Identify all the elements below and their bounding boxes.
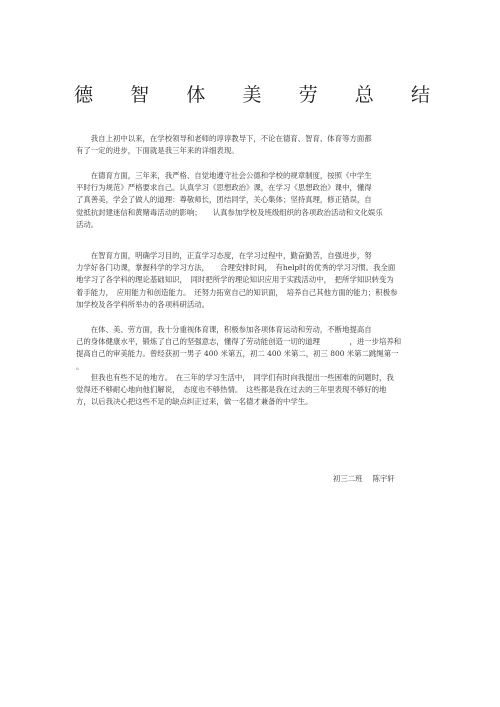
paragraph-moral — [76, 170, 426, 231]
signature-class: 初三二班 — [333, 474, 363, 483]
paragraph-line: 提高自己的审美能力。曾经获初一男子 400 米第五，初二 400 米第二，初三 800 米第二跳绳第一 — [76, 349, 399, 359]
paragraph-line: 活动。 — [76, 219, 99, 229]
paragraph-line: 在德育方面，三年来，我严格、自觉地遵守社会公德和学校的规章制度，按照《中学生 — [76, 171, 372, 180]
signature — [333, 473, 395, 484]
paragraph-line: 有了一定的进步，下面就是我三年来的详细表现。 — [76, 146, 239, 156]
title-char: 智 — [130, 84, 150, 106]
paragraph-line: 在智育方面，明确学习目的，正直学习态度，在学习过程中，勤奋勤苦，自强进步，努 — [76, 251, 372, 260]
paragraph-line: 了真善美，学会了做人的道理：尊敬师长，团结同学，关心集体；坚持真理，修正错误，自 — [76, 195, 372, 205]
paragraph-line: 但我也有些不足的地方。 在三年的学习生活中， 同学们有时向我提出一些困难的问题时，我 — [76, 373, 394, 382]
paragraph-shortcomings — [76, 372, 426, 409]
paragraph-line: 地学习了各学科的理论基础知识， 同时把所学的理论知识应用于实践活动中， 把所学知识转变为 — [76, 275, 394, 285]
paragraph-line: 我自上初中以来，在学校领导和老师的谆谆教导下，不论在德育、智育、体育等方面都 — [76, 134, 372, 143]
paragraph-intro — [76, 133, 426, 157]
title-char: 总 — [354, 84, 374, 106]
paragraph-physical-arts-labor — [76, 324, 426, 373]
paragraph-line: 平时行为规范》严格要求自己。认真学习《思想政治》课，在学习《思想政治》课中，懂得 — [76, 183, 372, 193]
title-char: 美 — [242, 84, 262, 106]
title-char: 德 — [74, 84, 94, 106]
paragraph-line: 觉得还不够耐心地向他们解说， 态度也不够热情。 这些都是我在过去的三年里表现不够好的地 — [76, 385, 387, 395]
signature-author: 陈宇轩 — [372, 474, 395, 483]
paragraph-line: 在体、美、劳方面，我十分重视体育课，积极参加各项体育运动和劳动，不断地提高自 — [76, 325, 372, 334]
paragraph-line: 着手能力， 应用能力和创造能力。 还努力拓宽自己的知识面， 培养自己其他方面的能力；积极参 — [76, 287, 398, 297]
title-char: 劳 — [298, 84, 318, 106]
title-char: 体 — [186, 84, 206, 106]
document-title — [74, 80, 430, 107]
paragraph-line: 加学校及各学科所举办的各项科研活动。 — [76, 299, 210, 309]
title-char: 结 — [410, 84, 430, 106]
paragraph-line: 己的身体健康水平，锻炼了自己的坚强意志，懂得了劳动能创造一切的道理 ，进一步培养和 — [76, 337, 402, 347]
paragraph-intellectual — [76, 250, 426, 311]
paragraph-line: 方，以后我决心把这些不足的缺点纠正过来，做一名德才兼备的中学生。 — [76, 397, 313, 407]
paragraph-line: 力学好各门功课，掌握科学的学习方法， 合理安排时间， 有help时的优秀的学习习惯。我全面 — [76, 263, 396, 273]
paragraph-line: 。 — [76, 361, 84, 371]
paragraph-line: 觉抵抗封建迷信和黄赌毒活动的影响； 认真参加学校及班级组织的各项政治活动和文化娱乐 — [76, 207, 383, 217]
